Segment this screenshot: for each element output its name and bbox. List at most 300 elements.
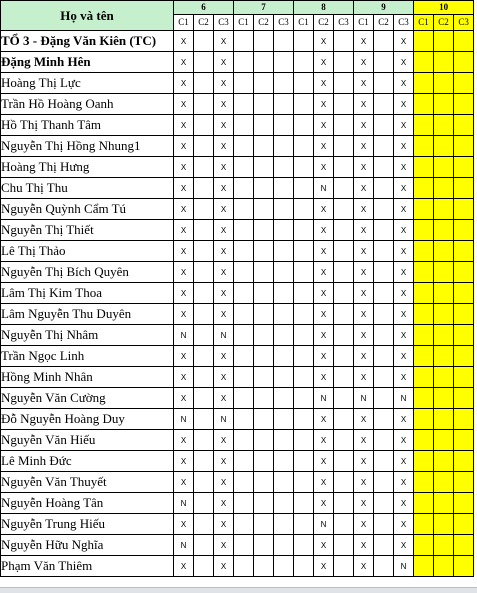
mark-cell[interactable] [254,409,274,430]
mark-cell[interactable] [454,430,474,451]
mark-cell[interactable] [194,556,214,577]
mark-cell[interactable] [414,325,434,346]
mark-cell[interactable] [454,31,474,52]
member-name-cell[interactable]: Lâm Nguyễn Thu Duyên [1,304,174,325]
member-name-cell[interactable]: Phạm Văn Thiêm [1,556,174,577]
mark-cell[interactable] [434,451,454,472]
mark-cell[interactable] [454,199,474,220]
mark-cell[interactable]: X [394,52,414,73]
mark-cell[interactable] [374,346,394,367]
mark-cell[interactable] [454,493,474,514]
mark-cell[interactable] [374,325,394,346]
mark-cell[interactable] [334,409,354,430]
mark-cell[interactable] [334,451,354,472]
mark-cell[interactable]: N [174,409,194,430]
mark-cell[interactable] [194,157,214,178]
mark-cell[interactable] [274,115,294,136]
mark-cell[interactable]: X [394,451,414,472]
mark-cell[interactable] [334,325,354,346]
mark-cell[interactable] [254,220,274,241]
mark-cell[interactable] [194,430,214,451]
mark-cell[interactable] [334,346,354,367]
mark-cell[interactable] [254,556,274,577]
mark-cell[interactable] [274,409,294,430]
mark-cell[interactable]: X [354,157,374,178]
mark-cell[interactable]: X [314,262,334,283]
mark-cell[interactable] [194,325,214,346]
mark-cell[interactable] [454,451,474,472]
mark-cell[interactable] [294,472,314,493]
name-column-header[interactable]: Họ và tên [1,1,174,31]
mark-cell[interactable] [414,514,434,535]
mark-cell[interactable]: X [314,451,334,472]
mark-cell[interactable]: X [174,136,194,157]
mark-cell[interactable] [194,241,214,262]
mark-cell[interactable] [234,220,254,241]
col-header-w10-c1[interactable]: C1 [414,15,434,31]
mark-cell[interactable]: X [354,430,374,451]
mark-cell[interactable]: X [214,31,234,52]
mark-cell[interactable] [374,199,394,220]
mark-cell[interactable] [334,241,354,262]
mark-cell[interactable] [414,451,434,472]
mark-cell[interactable] [194,115,214,136]
mark-cell[interactable] [234,472,254,493]
mark-cell[interactable] [414,115,434,136]
mark-cell[interactable] [194,283,214,304]
mark-cell[interactable] [454,220,474,241]
mark-cell[interactable]: X [354,346,374,367]
mark-cell[interactable]: X [314,52,334,73]
mark-cell[interactable] [434,304,454,325]
mark-cell[interactable] [414,430,434,451]
mark-cell[interactable] [294,304,314,325]
mark-cell[interactable]: X [354,115,374,136]
mark-cell[interactable] [274,388,294,409]
mark-cell[interactable]: X [314,367,334,388]
member-name-cell[interactable]: Nguyễn Văn Hiếu [1,430,174,451]
mark-cell[interactable] [194,73,214,94]
mark-cell[interactable] [254,283,274,304]
mark-cell[interactable]: X [394,493,414,514]
mark-cell[interactable]: X [314,556,334,577]
mark-cell[interactable] [274,493,294,514]
mark-cell[interactable] [414,136,434,157]
mark-cell[interactable] [254,472,274,493]
mark-cell[interactable] [434,115,454,136]
mark-cell[interactable] [374,73,394,94]
mark-cell[interactable]: X [174,262,194,283]
mark-cell[interactable] [334,31,354,52]
mark-cell[interactable] [274,52,294,73]
mark-cell[interactable] [274,220,294,241]
mark-cell[interactable] [294,52,314,73]
mark-cell[interactable] [374,430,394,451]
mark-cell[interactable] [414,262,434,283]
mark-cell[interactable] [454,115,474,136]
mark-cell[interactable] [414,52,434,73]
mark-cell[interactable] [414,346,434,367]
mark-cell[interactable]: X [314,115,334,136]
mark-cell[interactable]: X [354,472,374,493]
mark-cell[interactable]: X [394,136,414,157]
member-name-cell[interactable]: Lê Minh Đức [1,451,174,472]
mark-cell[interactable] [434,262,454,283]
week-header-9[interactable]: 9 [354,1,414,15]
mark-cell[interactable]: X [174,472,194,493]
mark-cell[interactable] [294,367,314,388]
mark-cell[interactable] [234,514,254,535]
mark-cell[interactable] [434,535,454,556]
col-header-w7-c1[interactable]: C1 [234,15,254,31]
mark-cell[interactable]: X [354,304,374,325]
mark-cell[interactable] [254,94,274,115]
mark-cell[interactable] [294,241,314,262]
mark-cell[interactable]: X [214,304,234,325]
mark-cell[interactable]: X [354,493,374,514]
mark-cell[interactable] [334,367,354,388]
col-header-w8-c1[interactable]: C1 [294,15,314,31]
mark-cell[interactable] [434,493,454,514]
mark-cell[interactable] [434,325,454,346]
mark-cell[interactable] [374,304,394,325]
mark-cell[interactable] [254,262,274,283]
member-name-cell[interactable]: Trần Hồ Hoàng Oanh [1,94,174,115]
member-name-cell[interactable]: Hồng Minh Nhân [1,367,174,388]
mark-cell[interactable] [334,178,354,199]
mark-cell[interactable] [254,535,274,556]
mark-cell[interactable] [374,262,394,283]
mark-cell[interactable] [414,556,434,577]
member-name-cell[interactable]: Hồ Thị Thanh Tâm [1,115,174,136]
mark-cell[interactable] [234,451,254,472]
member-name-cell[interactable]: Trần Ngọc Linh [1,346,174,367]
mark-cell[interactable] [294,325,314,346]
mark-cell[interactable] [234,304,254,325]
col-header-w6-c1[interactable]: C1 [174,15,194,31]
mark-cell[interactable]: X [214,556,234,577]
mark-cell[interactable] [414,388,434,409]
mark-cell[interactable] [414,472,434,493]
mark-cell[interactable]: X [214,346,234,367]
mark-cell[interactable]: X [394,325,414,346]
mark-cell[interactable] [434,136,454,157]
mark-cell[interactable] [234,535,254,556]
mark-cell[interactable] [274,73,294,94]
mark-cell[interactable]: X [394,199,414,220]
col-header-w8-c2[interactable]: C2 [314,15,334,31]
mark-cell[interactable] [254,136,274,157]
mark-cell[interactable]: X [354,451,374,472]
mark-cell[interactable] [374,178,394,199]
mark-cell[interactable] [334,472,354,493]
mark-cell[interactable] [274,178,294,199]
mark-cell[interactable]: X [354,514,374,535]
mark-cell[interactable]: X [214,283,234,304]
mark-cell[interactable] [334,199,354,220]
mark-cell[interactable] [434,199,454,220]
member-name-cell[interactable]: Nguyễn Thị Thiết [1,220,174,241]
mark-cell[interactable] [234,430,254,451]
mark-cell[interactable] [294,514,314,535]
member-name-cell[interactable]: Lâm Thị Kim Thoa [1,283,174,304]
mark-cell[interactable] [434,388,454,409]
mark-cell[interactable]: X [354,367,374,388]
mark-cell[interactable] [274,430,294,451]
mark-cell[interactable] [194,409,214,430]
mark-cell[interactable] [334,556,354,577]
mark-cell[interactable] [434,346,454,367]
mark-cell[interactable] [434,472,454,493]
mark-cell[interactable]: X [394,409,414,430]
mark-cell[interactable] [454,283,474,304]
mark-cell[interactable] [414,220,434,241]
mark-cell[interactable] [414,31,434,52]
mark-cell[interactable] [294,178,314,199]
mark-cell[interactable]: X [314,493,334,514]
mark-cell[interactable] [294,535,314,556]
mark-cell[interactable] [274,451,294,472]
mark-cell[interactable]: X [394,115,414,136]
week-header-10[interactable]: 10 [414,1,474,15]
mark-cell[interactable]: X [354,325,374,346]
member-name-cell[interactable]: Hoàng Thị Lực [1,73,174,94]
mark-cell[interactable]: X [174,52,194,73]
mark-cell[interactable]: X [314,157,334,178]
mark-cell[interactable] [434,283,454,304]
mark-cell[interactable] [294,94,314,115]
mark-cell[interactable] [334,157,354,178]
mark-cell[interactable] [254,52,274,73]
mark-cell[interactable]: X [394,94,414,115]
mark-cell[interactable] [274,241,294,262]
mark-cell[interactable]: X [214,73,234,94]
mark-cell[interactable] [274,325,294,346]
mark-cell[interactable] [194,451,214,472]
mark-cell[interactable]: X [394,262,414,283]
mark-cell[interactable]: X [174,346,194,367]
mark-cell[interactable]: N [314,178,334,199]
mark-cell[interactable] [254,241,274,262]
mark-cell[interactable]: X [174,31,194,52]
mark-cell[interactable] [234,493,254,514]
mark-cell[interactable] [254,325,274,346]
mark-cell[interactable]: X [354,73,374,94]
mark-cell[interactable]: X [354,283,374,304]
mark-cell[interactable] [194,52,214,73]
mark-cell[interactable]: X [394,514,414,535]
mark-cell[interactable] [294,346,314,367]
mark-cell[interactable]: X [354,220,374,241]
mark-cell[interactable] [254,346,274,367]
col-header-w9-c2[interactable]: C2 [374,15,394,31]
member-name-cell[interactable]: Nguyễn Văn Cường [1,388,174,409]
member-name-cell[interactable]: Nguyễn Thị Nhâm [1,325,174,346]
mark-cell[interactable] [254,367,274,388]
mark-cell[interactable] [334,535,354,556]
mark-cell[interactable]: N [174,493,194,514]
mark-cell[interactable] [414,409,434,430]
mark-cell[interactable]: X [314,304,334,325]
mark-cell[interactable] [234,367,254,388]
mark-cell[interactable] [374,451,394,472]
mark-cell[interactable]: X [214,52,234,73]
mark-cell[interactable]: X [214,430,234,451]
mark-cell[interactable] [234,262,254,283]
mark-cell[interactable] [294,31,314,52]
mark-cell[interactable]: X [174,451,194,472]
mark-cell[interactable]: N [394,388,414,409]
mark-cell[interactable]: X [174,367,194,388]
member-name-cell[interactable]: Nguyễn Thị Bích Quyên [1,262,174,283]
mark-cell[interactable]: X [354,535,374,556]
mark-cell[interactable] [434,94,454,115]
mark-cell[interactable] [194,514,214,535]
mark-cell[interactable] [334,136,354,157]
mark-cell[interactable]: N [354,388,374,409]
mark-cell[interactable]: X [354,262,374,283]
mark-cell[interactable] [234,52,254,73]
mark-cell[interactable] [294,136,314,157]
mark-cell[interactable]: X [174,115,194,136]
mark-cell[interactable]: X [394,346,414,367]
mark-cell[interactable]: X [354,178,374,199]
mark-cell[interactable] [374,493,394,514]
mark-cell[interactable] [194,367,214,388]
mark-cell[interactable]: X [174,241,194,262]
mark-cell[interactable]: X [394,283,414,304]
mark-cell[interactable] [234,409,254,430]
mark-cell[interactable] [334,262,354,283]
mark-cell[interactable] [454,367,474,388]
mark-cell[interactable] [294,493,314,514]
mark-cell[interactable] [194,472,214,493]
mark-cell[interactable] [234,199,254,220]
mark-cell[interactable] [334,304,354,325]
mark-cell[interactable] [414,283,434,304]
mark-cell[interactable]: X [354,136,374,157]
member-name-cell[interactable]: Đỗ Nguyễn Hoàng Duy [1,409,174,430]
mark-cell[interactable] [454,262,474,283]
mark-cell[interactable] [234,31,254,52]
mark-cell[interactable] [234,325,254,346]
mark-cell[interactable] [374,367,394,388]
member-name-cell[interactable]: Nguyễn Văn Thuyết [1,472,174,493]
mark-cell[interactable] [374,556,394,577]
mark-cell[interactable] [454,157,474,178]
mark-cell[interactable]: X [174,304,194,325]
mark-cell[interactable]: X [354,199,374,220]
mark-cell[interactable] [374,409,394,430]
mark-cell[interactable] [274,472,294,493]
mark-cell[interactable] [434,220,454,241]
mark-cell[interactable]: X [394,178,414,199]
mark-cell[interactable] [374,52,394,73]
mark-cell[interactable] [234,241,254,262]
mark-cell[interactable]: X [214,136,234,157]
mark-cell[interactable] [294,262,314,283]
mark-cell[interactable] [334,388,354,409]
mark-cell[interactable] [234,556,254,577]
mark-cell[interactable] [194,388,214,409]
mark-cell[interactable]: X [214,367,234,388]
mark-cell[interactable] [254,115,274,136]
mark-cell[interactable] [254,199,274,220]
mark-cell[interactable] [294,220,314,241]
member-name-cell[interactable]: Nguyễn Trung Hiếu [1,514,174,535]
mark-cell[interactable] [374,115,394,136]
mark-cell[interactable] [294,451,314,472]
mark-cell[interactable]: N [174,325,194,346]
mark-cell[interactable] [274,94,294,115]
mark-cell[interactable]: X [214,220,234,241]
mark-cell[interactable]: X [314,472,334,493]
mark-cell[interactable] [274,367,294,388]
mark-cell[interactable] [374,388,394,409]
mark-cell[interactable] [274,535,294,556]
mark-cell[interactable] [454,346,474,367]
mark-cell[interactable]: X [174,220,194,241]
mark-cell[interactable]: X [394,367,414,388]
mark-cell[interactable] [234,346,254,367]
mark-cell[interactable] [374,472,394,493]
week-header-8[interactable]: 8 [294,1,354,15]
mark-cell[interactable] [434,556,454,577]
mark-cell[interactable] [194,178,214,199]
mark-cell[interactable]: X [394,157,414,178]
mark-cell[interactable] [454,94,474,115]
mark-cell[interactable]: X [394,430,414,451]
mark-cell[interactable] [194,346,214,367]
mark-cell[interactable] [454,409,474,430]
mark-cell[interactable]: X [214,493,234,514]
mark-cell[interactable]: X [314,346,334,367]
member-name-cell[interactable]: Nguyễn Thị Hồng Nhung1 [1,136,174,157]
mark-cell[interactable]: X [214,472,234,493]
mark-cell[interactable]: X [354,409,374,430]
mark-cell[interactable] [254,514,274,535]
mark-cell[interactable] [294,115,314,136]
mark-cell[interactable]: X [354,94,374,115]
mark-cell[interactable]: X [214,388,234,409]
mark-cell[interactable]: N [314,388,334,409]
mark-cell[interactable] [374,94,394,115]
mark-cell[interactable]: X [214,157,234,178]
mark-cell[interactable]: X [314,325,334,346]
mark-cell[interactable] [334,73,354,94]
mark-cell[interactable]: X [214,535,234,556]
mark-cell[interactable] [194,31,214,52]
mark-cell[interactable] [234,388,254,409]
mark-cell[interactable] [454,388,474,409]
mark-cell[interactable] [454,472,474,493]
mark-cell[interactable]: X [214,199,234,220]
mark-cell[interactable]: X [314,73,334,94]
mark-cell[interactable]: X [174,514,194,535]
mark-cell[interactable] [274,346,294,367]
col-header-w9-c3[interactable]: C3 [394,15,414,31]
mark-cell[interactable] [194,262,214,283]
mark-cell[interactable] [434,367,454,388]
mark-cell[interactable] [294,409,314,430]
member-name-cell[interactable]: Hoàng Thị Hưng [1,157,174,178]
mark-cell[interactable] [254,73,274,94]
mark-cell[interactable] [254,157,274,178]
col-header-w7-c3[interactable]: C3 [274,15,294,31]
mark-cell[interactable] [334,493,354,514]
mark-cell[interactable] [274,136,294,157]
mark-cell[interactable]: N [174,535,194,556]
